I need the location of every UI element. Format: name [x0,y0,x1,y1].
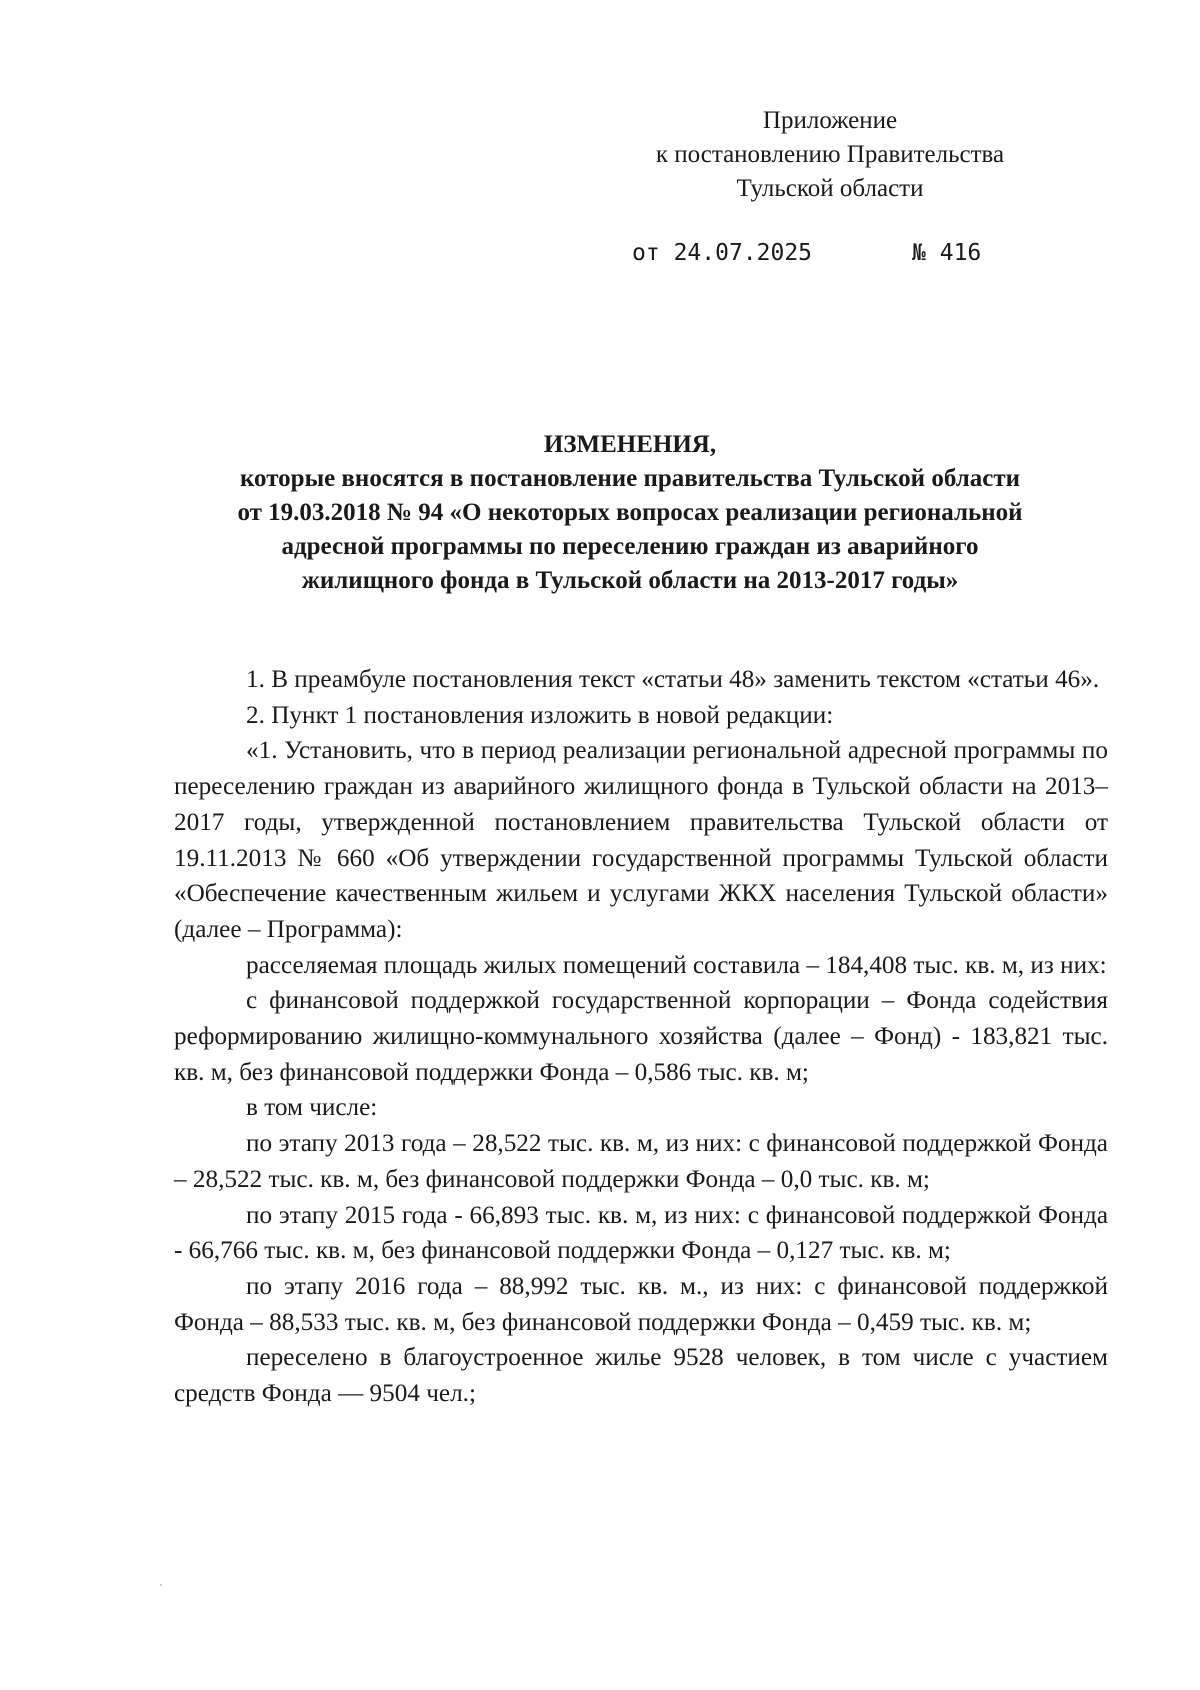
paragraph-8: по этапу 2015 года - 66,893 тыс. кв. м, из них: с финансовой поддержкой Фонда - 66,766 тыс. кв. м, без финансовой поддержки Фонда – 0,127 тыс. кв. м; [174,1201,1108,1265]
appendix-line-2: к постановлению Правительства [655,141,1005,168]
document-title [150,428,1110,598]
title-line-5: жилищного фонда в Тульской области на 2013-2017 годы» [301,567,959,594]
paragraph-4: расселяемая площадь жилых помещений составила – 184,408 тыс. кв. м, из них: [246,951,1107,979]
registration-date [632,238,812,268]
document-body [174,662,1108,1412]
number-value: 416 [939,240,982,266]
paragraph-9: по этапу 2016 года – 88,992 тыс. кв. м., из них: с финансовой поддержкой Фонда – 88,533 тыс. кв. м, без финансовой поддержки Фонда – 0,459 тыс. кв. м; [174,1272,1108,1336]
paragraph-5: с финансовой поддержкой государственной корпорации – Фонда содействия реформированию жилищно-коммунального хозяйства (далее – Фонд) - 183,821 тыс. кв. м, без финансовой поддержки Фонда – 0,586 тыс. кв. м; [174,987,1108,1086]
appendix-line-1: Приложение [762,107,898,134]
scan-speck [160,1584,162,1586]
appendix-header [600,104,1060,206]
title-line-4: адресной программы по переселению граждан из аварийного [281,533,979,560]
title-line-3: от 19.03.2018 № 94 «О некоторых вопросах реализации региональной [237,499,1023,526]
paragraph-6: в том числе: [246,1094,378,1122]
number-prefix: № [912,240,926,266]
paragraph-7: по этапу 2013 года – 28,522 тыс. кв. м, из них: с финансовой поддержкой Фонда – 28,522 тыс. кв. м, без финансовой поддержки Фонда – 0,0 тыс. кв. м; [174,1130,1108,1193]
title-line-1: ИЗМЕНЕНИЯ, [543,431,717,458]
date-prefix: от [632,240,660,266]
title-line-2: которые вносятся в постановление правительства Тульской области [239,465,1021,492]
registration-number [912,238,981,268]
paragraph-1: 1. В преамбуле постановления текст «статьи 48» заменить текстом «статьи 46». [246,666,1100,693]
date-value: 24.07.2025 [673,240,813,266]
paragraph-2: 2. Пункт 1 постановления изложить в новой редакции: [246,701,834,729]
appendix-line-3: Тульской области [736,175,924,202]
paragraph-3: «1. Установить, что в период реализации региональной адресной программы по переселению граждан из аварийного жилищного фонда в Тульской области на 2013–2017 годы, утвержденной постановлением правительства Тульской области от 19.11.2013 № 660 «Об утверждении государственной программы Тульской области «Обеспечение качественным жильем и услугами ЖКХ населения Тульской области» (далее – Программа): [174,737,1108,943]
paragraph-10: переселено в благоустроенное жилье 9528 человек, в том числе с участием средств Фонда — 9504 чел.; [174,1344,1108,1408]
